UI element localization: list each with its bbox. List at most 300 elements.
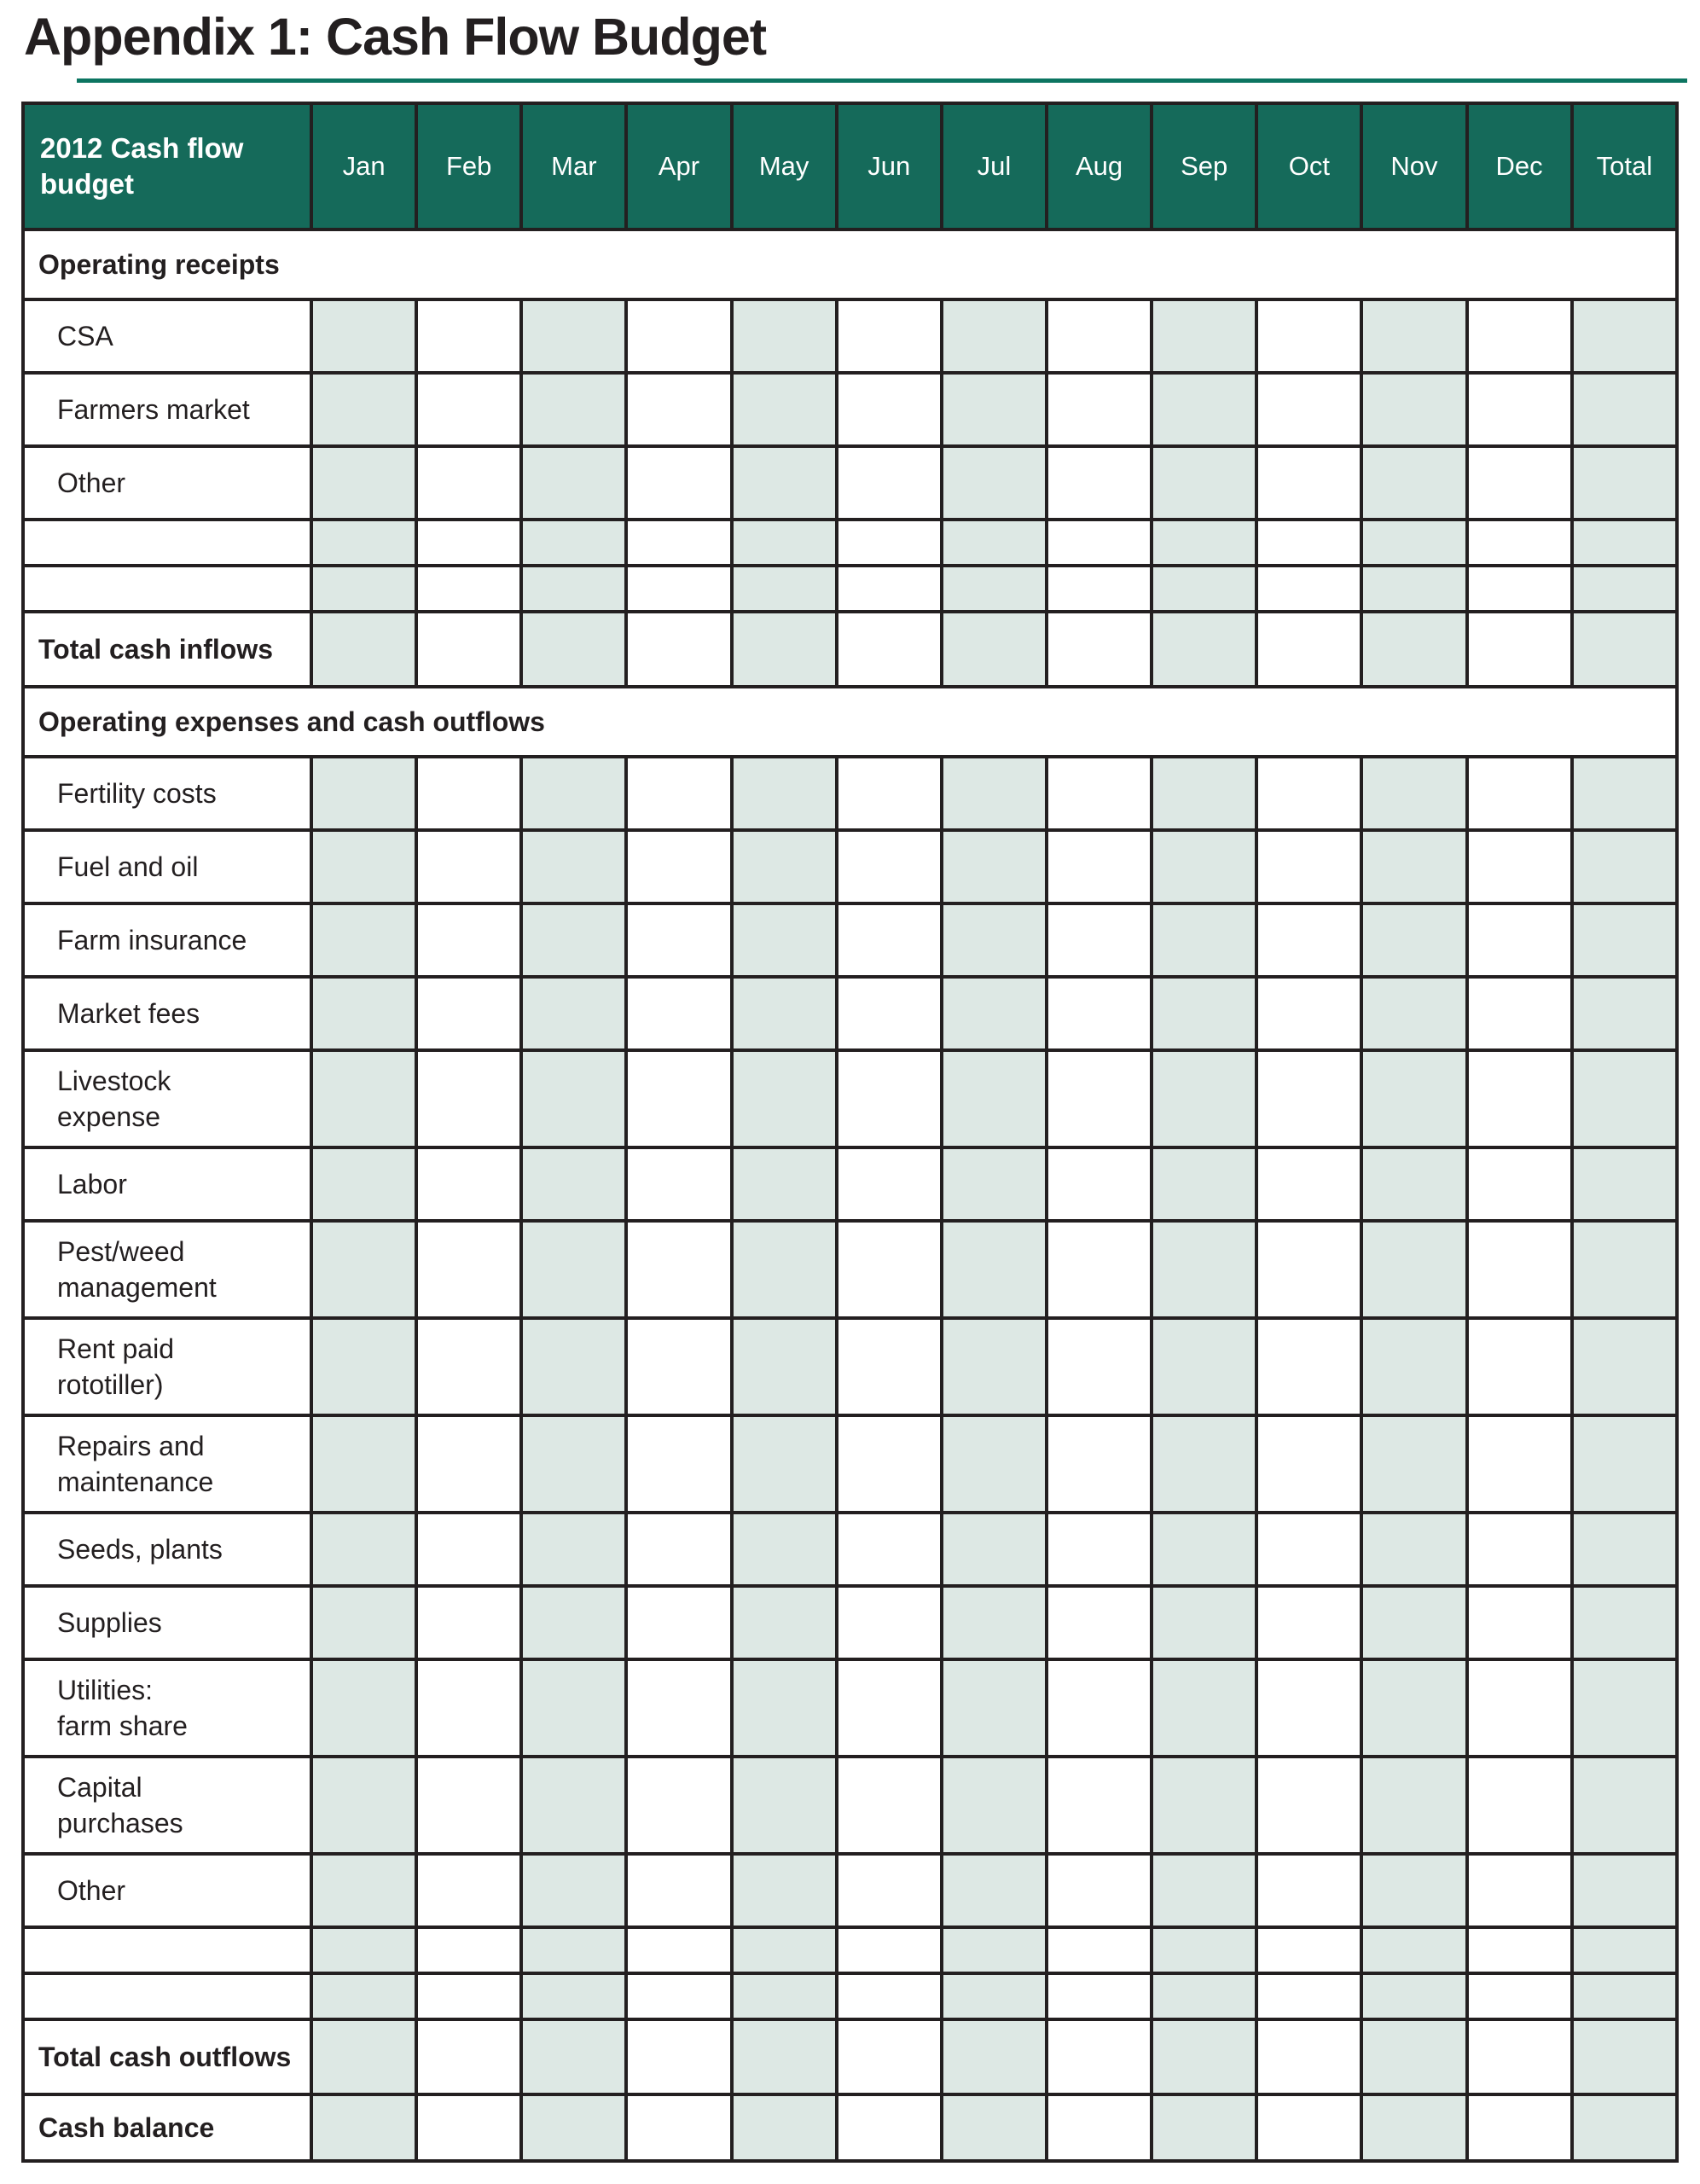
cell-nov — [1361, 2019, 1466, 2094]
item-row — [23, 1050, 1677, 1147]
total-row — [23, 612, 1677, 687]
row-label — [23, 1659, 311, 1757]
cell-apr — [626, 1147, 731, 1221]
cell-aug — [1047, 1757, 1152, 1854]
cell-dec — [1467, 830, 1572, 903]
cell-aug — [1047, 373, 1152, 446]
cell-sep — [1152, 446, 1256, 520]
cell-total — [1572, 2094, 1677, 2161]
cell-sep — [1152, 1221, 1256, 1318]
cell-may — [732, 1659, 837, 1757]
cell-mar — [521, 1973, 626, 2019]
cell-apr — [626, 1659, 731, 1757]
row-label-line: Livestock — [57, 1065, 171, 1096]
section-row — [23, 229, 1677, 299]
item-row — [23, 1659, 1677, 1757]
cell-apr — [626, 520, 731, 566]
cell-oct — [1256, 1973, 1361, 2019]
cell-nov — [1361, 2094, 1466, 2161]
cell-jun — [837, 903, 942, 977]
cell-apr — [626, 1318, 731, 1415]
blank-row — [23, 1927, 1677, 1973]
cell-nov — [1361, 1415, 1466, 1513]
cell-total — [1572, 373, 1677, 446]
cell-may — [732, 1586, 837, 1659]
cell-dec — [1467, 757, 1572, 830]
cell-sep — [1152, 903, 1256, 977]
cell-dec — [1467, 373, 1572, 446]
cell-mar — [521, 977, 626, 1050]
cell-aug — [1047, 977, 1152, 1050]
cell-oct — [1256, 446, 1361, 520]
cell-oct — [1256, 1318, 1361, 1415]
cell-aug — [1047, 299, 1152, 373]
cell-jan — [311, 1927, 416, 1973]
cell-jun — [837, 2094, 942, 2161]
cell-feb — [416, 1854, 521, 1927]
cell-sep — [1152, 977, 1256, 1050]
cell-dec — [1467, 1050, 1572, 1147]
total-row — [23, 2019, 1677, 2094]
cell-total — [1572, 1147, 1677, 1221]
cell-aug — [1047, 1927, 1152, 1973]
cell-oct — [1256, 977, 1361, 1050]
cell-apr — [626, 2094, 731, 2161]
cell-nov — [1361, 1221, 1466, 1318]
cell-jan — [311, 1973, 416, 2019]
cell-aug — [1047, 757, 1152, 830]
row-label-line: Capital — [57, 1771, 142, 1803]
item-row — [23, 1854, 1677, 1927]
cell-jan — [311, 1147, 416, 1221]
cell-total — [1572, 1513, 1677, 1586]
cell-may — [732, 757, 837, 830]
cell-jul — [942, 757, 1047, 830]
cell-apr — [626, 1415, 731, 1513]
cell-mar — [521, 373, 626, 446]
cell-apr — [626, 612, 731, 687]
cell-dec — [1467, 566, 1572, 612]
cell-mar — [521, 757, 626, 830]
blank-row — [23, 566, 1677, 612]
cell-aug — [1047, 520, 1152, 566]
cell-feb — [416, 1513, 521, 1586]
cell-mar — [521, 1050, 626, 1147]
cell-total — [1572, 1927, 1677, 1973]
cell-sep — [1152, 1050, 1256, 1147]
item-row — [23, 1415, 1677, 1513]
cell-oct — [1256, 757, 1361, 830]
item-row — [23, 903, 1677, 977]
cell-nov — [1361, 830, 1466, 903]
cell-may — [732, 977, 837, 1050]
cell-jul — [942, 566, 1047, 612]
cell-dec — [1467, 1221, 1572, 1318]
item-row — [23, 299, 1677, 373]
cell-dec — [1467, 1415, 1572, 1513]
cell-apr — [626, 373, 731, 446]
cell-mar — [521, 903, 626, 977]
cell-total — [1572, 446, 1677, 520]
row-label: CSA — [23, 299, 311, 373]
cell-aug — [1047, 446, 1152, 520]
cell-jul — [942, 1854, 1047, 1927]
cell-may — [732, 1147, 837, 1221]
cell-jun — [837, 977, 942, 1050]
cell-dec — [1467, 1586, 1572, 1659]
cell-aug — [1047, 1513, 1152, 1586]
row-label-line: Utilities: — [57, 1674, 154, 1705]
budget-table-head — [23, 103, 1677, 229]
cell-mar — [521, 1415, 626, 1513]
cell-sep — [1152, 2094, 1256, 2161]
month-header-may: May — [732, 103, 837, 229]
cell-oct — [1256, 566, 1361, 612]
cell-nov — [1361, 446, 1466, 520]
section-label: Operating receipts — [23, 229, 1677, 299]
cell-mar — [521, 830, 626, 903]
cell-may — [732, 2019, 837, 2094]
row-label: Fertility costs — [23, 757, 311, 830]
cell-jul — [942, 977, 1047, 1050]
row-label — [23, 1415, 311, 1513]
cell-dec — [1467, 520, 1572, 566]
cell-feb — [416, 1415, 521, 1513]
cell-mar — [521, 299, 626, 373]
cell-jan — [311, 520, 416, 566]
cell-sep — [1152, 1586, 1256, 1659]
cell-total — [1572, 612, 1677, 687]
cell-dec — [1467, 1659, 1572, 1757]
cell-oct — [1256, 1221, 1361, 1318]
cell-jun — [837, 757, 942, 830]
cell-aug — [1047, 1050, 1152, 1147]
cell-jul — [942, 1513, 1047, 1586]
cell-sep — [1152, 520, 1256, 566]
cell-jul — [942, 830, 1047, 903]
cell-apr — [626, 1050, 731, 1147]
cell-mar — [521, 1221, 626, 1318]
cell-feb — [416, 1318, 521, 1415]
row-label-line: rototiller) — [57, 1369, 164, 1400]
cell-oct — [1256, 1513, 1361, 1586]
cell-aug — [1047, 830, 1152, 903]
cell-dec — [1467, 612, 1572, 687]
cell-dec — [1467, 1927, 1572, 1973]
cell-jul — [942, 520, 1047, 566]
month-header-sep: Sep — [1152, 103, 1256, 229]
month-header-oct: Oct — [1256, 103, 1361, 229]
row-label: Cash balance — [23, 2094, 311, 2161]
cell-feb — [416, 903, 521, 977]
cell-total — [1572, 2019, 1677, 2094]
cell-jan — [311, 2019, 416, 2094]
cell-aug — [1047, 2094, 1152, 2161]
cell-jan — [311, 1221, 416, 1318]
cell-jun — [837, 830, 942, 903]
item-row — [23, 1586, 1677, 1659]
cell-mar — [521, 612, 626, 687]
cell-jun — [837, 1586, 942, 1659]
cell-apr — [626, 566, 731, 612]
cell-jun — [837, 1513, 942, 1586]
cell-oct — [1256, 2094, 1361, 2161]
cell-feb — [416, 1050, 521, 1147]
blank-row — [23, 1973, 1677, 2019]
row-label: Fuel and oil — [23, 830, 311, 903]
row-label: Farm insurance — [23, 903, 311, 977]
cell-oct — [1256, 299, 1361, 373]
cell-jun — [837, 1757, 942, 1854]
cell-feb — [416, 2094, 521, 2161]
cell-jan — [311, 373, 416, 446]
cell-feb — [416, 446, 521, 520]
cell-sep — [1152, 612, 1256, 687]
cell-jun — [837, 1927, 942, 1973]
cell-may — [732, 1415, 837, 1513]
cell-nov — [1361, 1050, 1466, 1147]
cell-nov — [1361, 566, 1466, 612]
cell-jun — [837, 1854, 942, 1927]
cell-jun — [837, 373, 942, 446]
cell-sep — [1152, 1854, 1256, 1927]
cell-oct — [1256, 1147, 1361, 1221]
cell-mar — [521, 1927, 626, 1973]
cell-dec — [1467, 446, 1572, 520]
cell-nov — [1361, 1586, 1466, 1659]
cell-oct — [1256, 520, 1361, 566]
cell-apr — [626, 299, 731, 373]
item-row — [23, 446, 1677, 520]
cell-total — [1572, 1050, 1677, 1147]
cell-may — [732, 1513, 837, 1586]
cell-feb — [416, 299, 521, 373]
cell-mar — [521, 1757, 626, 1854]
cell-feb — [416, 1586, 521, 1659]
row-label-line: management — [57, 1272, 217, 1303]
cell-total — [1572, 1757, 1677, 1854]
cell-aug — [1047, 2019, 1152, 2094]
cell-jan — [311, 612, 416, 687]
cell-nov — [1361, 1659, 1466, 1757]
cell-total — [1572, 1415, 1677, 1513]
cell-mar — [521, 1659, 626, 1757]
cell-aug — [1047, 612, 1152, 687]
cell-feb — [416, 1973, 521, 2019]
cell-nov — [1361, 1147, 1466, 1221]
cell-nov — [1361, 903, 1466, 977]
cell-oct — [1256, 1659, 1361, 1757]
row-label — [23, 1221, 311, 1318]
cell-total — [1572, 830, 1677, 903]
cell-may — [732, 1050, 837, 1147]
cell-dec — [1467, 299, 1572, 373]
cell-may — [732, 1318, 837, 1415]
cell-may — [732, 1973, 837, 2019]
cell-jan — [311, 299, 416, 373]
cell-apr — [626, 1973, 731, 2019]
cell-feb — [416, 757, 521, 830]
cell-oct — [1256, 1586, 1361, 1659]
blank-row — [23, 520, 1677, 566]
cell-oct — [1256, 903, 1361, 977]
cell-nov — [1361, 520, 1466, 566]
cell-jan — [311, 757, 416, 830]
cell-sep — [1152, 1318, 1256, 1415]
cell-apr — [626, 1586, 731, 1659]
cell-jan — [311, 1513, 416, 1586]
cell-may — [732, 903, 837, 977]
cell-may — [732, 1854, 837, 1927]
cell-nov — [1361, 1854, 1466, 1927]
cell-may — [732, 446, 837, 520]
cell-jun — [837, 299, 942, 373]
cell-total — [1572, 1973, 1677, 2019]
cell-nov — [1361, 1927, 1466, 1973]
cell-jul — [942, 1586, 1047, 1659]
row-label — [23, 520, 311, 566]
cell-total — [1572, 757, 1677, 830]
cell-oct — [1256, 612, 1361, 687]
cell-may — [732, 1757, 837, 1854]
cell-dec — [1467, 903, 1572, 977]
cell-mar — [521, 566, 626, 612]
cell-total — [1572, 1659, 1677, 1757]
cell-apr — [626, 2019, 731, 2094]
row-label-line: farm share — [57, 1711, 188, 1741]
cell-sep — [1152, 1973, 1256, 2019]
cell-mar — [521, 1318, 626, 1415]
cell-jan — [311, 977, 416, 1050]
budget-table — [21, 102, 1679, 2163]
cell-apr — [626, 1854, 731, 1927]
cell-nov — [1361, 1757, 1466, 1854]
cell-may — [732, 566, 837, 612]
cell-jan — [311, 446, 416, 520]
item-row — [23, 1318, 1677, 1415]
cell-apr — [626, 1221, 731, 1318]
cell-dec — [1467, 1854, 1572, 1927]
cell-feb — [416, 2019, 521, 2094]
cell-apr — [626, 1513, 731, 1586]
cell-sep — [1152, 299, 1256, 373]
row-label-line: Rent paid — [57, 1333, 174, 1364]
cell-jan — [311, 1659, 416, 1757]
cell-nov — [1361, 299, 1466, 373]
cell-oct — [1256, 1927, 1361, 1973]
item-row — [23, 1757, 1677, 1854]
cell-feb — [416, 1757, 521, 1854]
cell-dec — [1467, 1973, 1572, 2019]
cell-mar — [521, 446, 626, 520]
cell-apr — [626, 446, 731, 520]
cell-total — [1572, 299, 1677, 373]
cell-aug — [1047, 1318, 1152, 1415]
cell-apr — [626, 1757, 731, 1854]
row-label: Seeds, plants — [23, 1513, 311, 1586]
cell-may — [732, 2094, 837, 2161]
cell-sep — [1152, 566, 1256, 612]
month-header-aug: Aug — [1047, 103, 1152, 229]
cell-total — [1572, 1318, 1677, 1415]
cell-jan — [311, 903, 416, 977]
cell-dec — [1467, 1513, 1572, 1586]
cell-feb — [416, 566, 521, 612]
cell-dec — [1467, 2094, 1572, 2161]
cell-feb — [416, 520, 521, 566]
cell-dec — [1467, 1318, 1572, 1415]
row-label: Market fees — [23, 977, 311, 1050]
row-label: Other — [23, 1854, 311, 1927]
cell-jul — [942, 1659, 1047, 1757]
cell-may — [732, 520, 837, 566]
item-row — [23, 1147, 1677, 1221]
cell-jun — [837, 566, 942, 612]
cell-dec — [1467, 2019, 1572, 2094]
cell-jul — [942, 1221, 1047, 1318]
cell-nov — [1361, 1318, 1466, 1415]
header-row — [23, 103, 1677, 229]
cell-dec — [1467, 977, 1572, 1050]
cell-jul — [942, 1415, 1047, 1513]
month-header-feb: Feb — [416, 103, 521, 229]
month-header-jul: Jul — [942, 103, 1047, 229]
cell-oct — [1256, 1415, 1361, 1513]
cell-jul — [942, 1147, 1047, 1221]
row-label-line: purchases — [57, 1808, 183, 1838]
cell-jul — [942, 1973, 1047, 2019]
cell-jan — [311, 1415, 416, 1513]
section-label: Operating expenses and cash outflows — [23, 687, 1677, 757]
cell-mar — [521, 1513, 626, 1586]
cell-sep — [1152, 1659, 1256, 1757]
cell-oct — [1256, 1854, 1361, 1927]
cell-jul — [942, 1927, 1047, 1973]
cell-jan — [311, 1757, 416, 1854]
cell-jul — [942, 2094, 1047, 2161]
cell-aug — [1047, 1221, 1152, 1318]
row-label — [23, 1318, 311, 1415]
item-row — [23, 1513, 1677, 1586]
cell-jul — [942, 1318, 1047, 1415]
cell-may — [732, 1221, 837, 1318]
cell-feb — [416, 373, 521, 446]
row-label-line: expense — [57, 1101, 160, 1132]
row-label: Total cash inflows — [23, 612, 311, 687]
title-rule — [77, 78, 1687, 83]
item-row — [23, 373, 1677, 446]
cell-oct — [1256, 2019, 1361, 2094]
cell-total — [1572, 903, 1677, 977]
row-label: Farmers market — [23, 373, 311, 446]
cell-dec — [1467, 1757, 1572, 1854]
cell-jul — [942, 446, 1047, 520]
cell-jan — [311, 566, 416, 612]
cell-oct — [1256, 830, 1361, 903]
cell-aug — [1047, 903, 1152, 977]
cell-total — [1572, 520, 1677, 566]
cell-jun — [837, 1415, 942, 1513]
row-label-line: Pest/weed — [57, 1235, 185, 1267]
cell-may — [732, 373, 837, 446]
cell-apr — [626, 830, 731, 903]
item-row — [23, 757, 1677, 830]
cell-sep — [1152, 1513, 1256, 1586]
cell-aug — [1047, 566, 1152, 612]
month-header-nov: Nov — [1361, 103, 1466, 229]
cell-oct — [1256, 1050, 1361, 1147]
cell-jun — [837, 520, 942, 566]
